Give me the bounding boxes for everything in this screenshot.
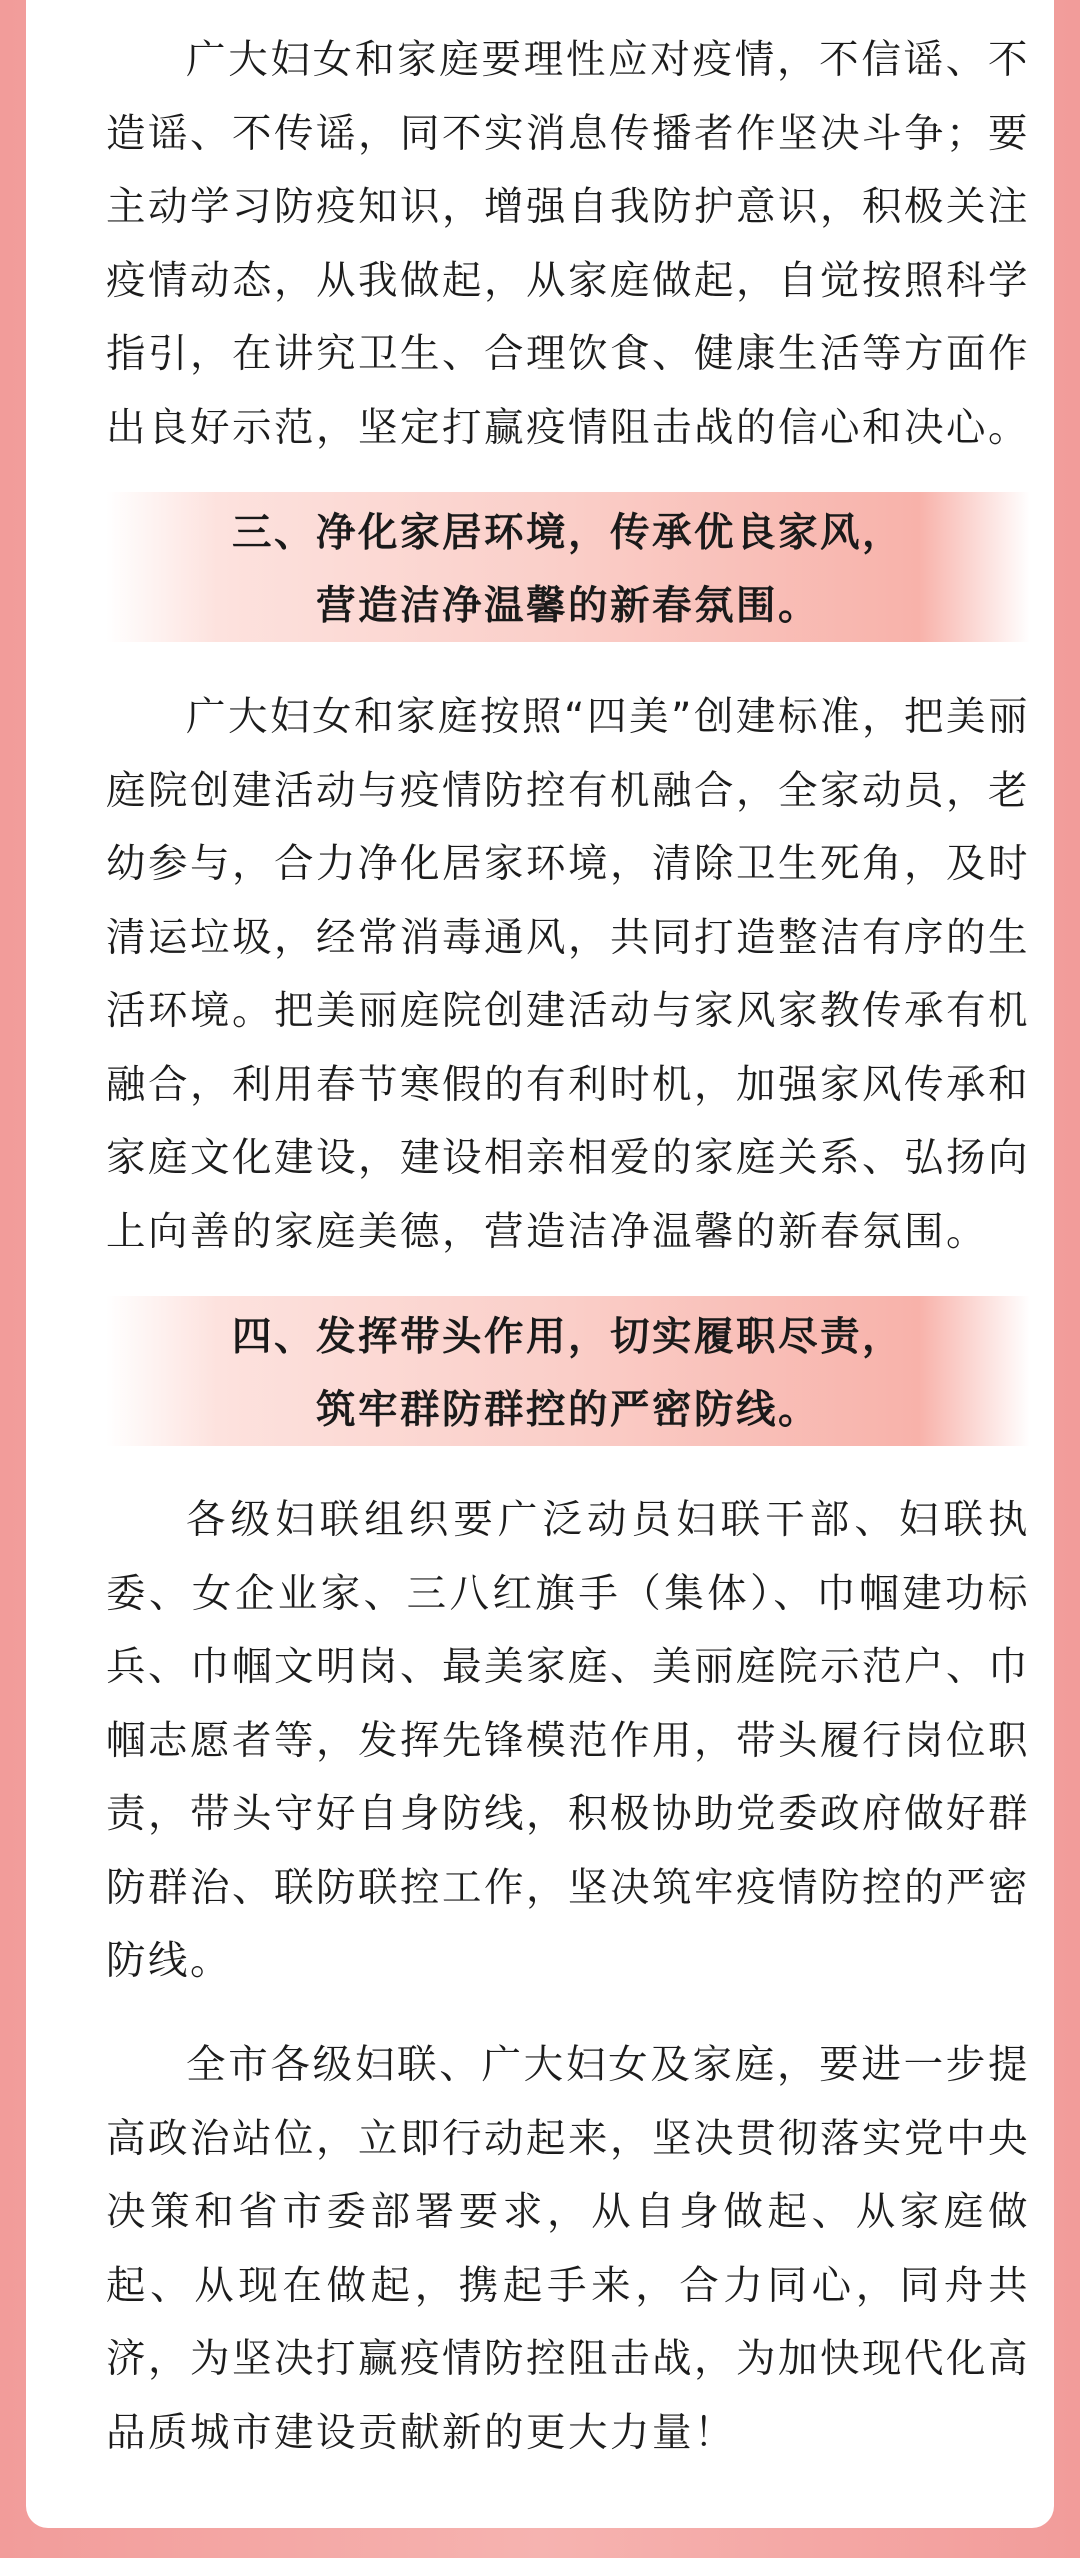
article-card	[26, 0, 1054, 2528]
paragraph-home-environment: 广大妇女和家庭按照“四美”创建标准，把美丽庭院创建活动与疫情防控有机融合，全家动员，老幼参与，合力净化居家环境，清除卫生死角，及时清运垃圾，经常消毒通风，共同打造整洁有序的生活环境。把美丽庭院创建活动与家风家教传承有机融合，利用春节寒假的有利时机，加强家风传承和家庭文化建设，建设相亲相爱的家庭关系、弘扬向上向善的家庭美德，营造洁净温馨的新春氛围。	[106, 694, 1030, 1255]
section-heading-4	[106, 1301, 1030, 1447]
paragraph-rational-response: 广大妇女和家庭要理性应对疫情，不信谣、不造谣、不传谣，同不实消息传播者作坚决斗争；要主动学习防疫知识，增强自我防护意识，积极关注疫情动态，从我做起，从家庭做起，自觉按照科学指引，在讲究卫生、合理饮食、健康生活等方面作出良好示范，坚定打赢疫情阻击战的信心和决心。	[106, 37, 1030, 451]
paragraph-leading-role: 各级妇联组织要广泛动员妇联干部、妇联执委、女企业家、三八红旗手（集体）、巾帼建功标兵、巾帼文明岗、最美家庭、美丽庭院示范户、巾帼志愿者等，发挥先锋模范作用，带头履行岗位职责，带头守好自身防线，积极协助党委政府做好群防群治、联防联控工作，坚决筑牢疫情防控的严密防线。	[106, 1497, 1030, 1984]
section-heading-3	[106, 497, 1030, 643]
section-heading-4-line1: 四、发挥带头作用，切实履职尽责，	[232, 1314, 904, 1360]
section-heading-3-line2: 营造洁净温馨的新春氛围。	[316, 583, 820, 629]
section-heading-4-line2: 筑牢群防群控的严密防线。	[316, 1387, 820, 1433]
paragraph-closing-call: 全市各级妇联、广大妇女及家庭，要进一步提高政治站位，立即行动起来，坚决贯彻落实党中央决策和省市委部署要求，从自身做起、从家庭做起、从现在做起，携起手来，合力同心，同舟共济，为坚决打赢疫情防控阻击战，为加快现代化高品质城市建设贡献新的更大力量！	[106, 2042, 1030, 2456]
section-heading-3-line1: 三、净化家居环境，传承优良家风，	[232, 510, 904, 556]
